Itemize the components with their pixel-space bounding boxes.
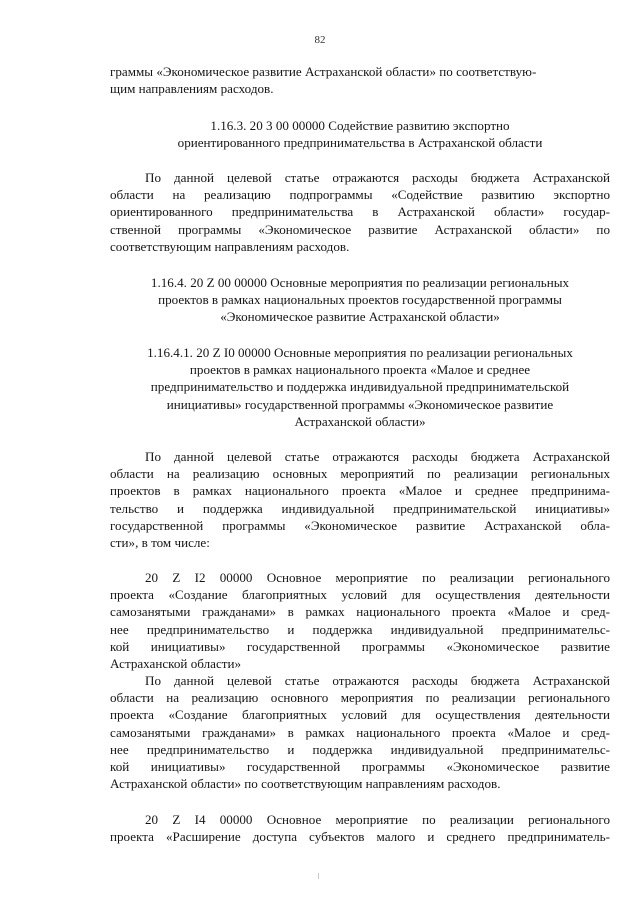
scan-speck	[318, 873, 319, 879]
heading-line: 1.16.4. 20 Z 00 00000 Основные мероприятия по реализации региональных	[150, 275, 570, 290]
text-line: самозанятыми гражданами» в рамках национального проекта «Малое и сред-	[110, 604, 610, 620]
heading-line: 1.16.4.1. 20 Z I0 00000 Основные мероприятия по реализации региональных	[147, 345, 573, 360]
text-line: граммы «Экономическое развитие Астраханской области» по соответствую-	[110, 64, 537, 79]
heading-line: предпринимательство и поддержка индивидуальной предпринимательской	[150, 379, 570, 395]
text-line: проекта «Создание благоприятных условий для осуществления деятельности	[110, 587, 610, 603]
heading-line: ориентированного предпринимательства в Астраханской области	[177, 135, 543, 151]
budget-item-20Z-I2	[110, 569, 610, 672]
text-line: ориентированного предпринимательства в Астраханской области» государ-	[110, 204, 610, 220]
text-line: нее предпринимательство и поддержка индивидуальной предпринимательс-	[110, 741, 610, 757]
text-line: самозанятыми гражданами» в рамках национального проекта «Малое и сред-	[110, 724, 610, 740]
text-line: Астраханской области» по соответствующим направлениям расходов.	[110, 776, 501, 792]
budget-item-20Z-I2-description	[110, 672, 610, 792]
text-line: проекта «Расширение доступа субъектов малого и среднего предприниматель-	[110, 829, 610, 845]
intro-paragraph	[110, 63, 610, 97]
text-line: проекта «Создание благоприятных условий для осуществления деятельности	[110, 707, 610, 723]
budget-item-20Z-I4	[110, 811, 610, 845]
heading-line: 1.16.3. 20 3 00 00000 Содействие развитию экспортно	[210, 118, 510, 133]
heading-line: проектов в рамках национальных проектов государственной программы	[158, 292, 562, 308]
section-heading-1-16-4-1	[110, 344, 610, 430]
text-line: Астраханской области»	[110, 656, 242, 672]
text-line: государственной программы «Экономическое развитие Астраханской обла-	[110, 517, 610, 533]
text-line: области на реализацию подпрограммы «Содействие развитию экспортно	[110, 187, 610, 203]
text-line: 20 Z I4 00000 Основное мероприятие по реализации регионального	[145, 812, 610, 827]
section-paragraph-1-16-4-1	[110, 448, 610, 551]
text-line: 20 Z I2 00000 Основное мероприятие по реализации регионального	[145, 570, 610, 585]
section-heading-1-16-4	[110, 274, 610, 326]
heading-line: Астраханской области»	[294, 413, 426, 429]
text-line: сти», в том числе:	[110, 535, 210, 551]
text-line: кой инициативы» государственной программы «Экономическое развитие	[110, 759, 610, 775]
text-line: области на реализацию основных мероприятий по реализации региональных	[110, 466, 610, 482]
text-line: ственной программы «Экономическое развитие Астраханской области» по	[110, 221, 610, 237]
text-line: По данной целевой статье отражаются расходы бюджета Астраханской	[145, 449, 610, 464]
text-line: По данной целевой статье отражаются расходы бюджета Астраханской	[145, 673, 610, 688]
heading-line: инициативы» государственной программы «Экономическое развитие	[166, 396, 554, 412]
text-line: нее предпринимательство и поддержка индивидуальной предпринимательс-	[110, 621, 610, 637]
heading-line: проектов в рамках национального проекта «Малое и среднее	[189, 362, 531, 378]
text-line: проектов в рамках национального проекта «Малое и среднее предпринима-	[110, 483, 610, 499]
text-line: щим направлениям расходов.	[110, 81, 274, 97]
text-line: тельство и поддержка индивидуальной предпринимательской инициативы»	[110, 500, 610, 516]
section-paragraph-1-16-3	[110, 169, 610, 255]
text-line: По данной целевой статье отражаются расходы бюджета Астраханской	[145, 170, 610, 185]
section-heading-1-16-3	[110, 117, 610, 151]
text-line: кой инициативы» государственной программы «Экономическое развитие	[110, 638, 610, 654]
text-line: области на реализацию основного мероприятия по реализации регионального	[110, 690, 610, 706]
text-line: соответствующим направлениям расходов.	[110, 238, 350, 254]
page-number: 82	[314, 34, 326, 46]
heading-line: «Экономическое развитие Астраханской области»	[220, 309, 500, 325]
